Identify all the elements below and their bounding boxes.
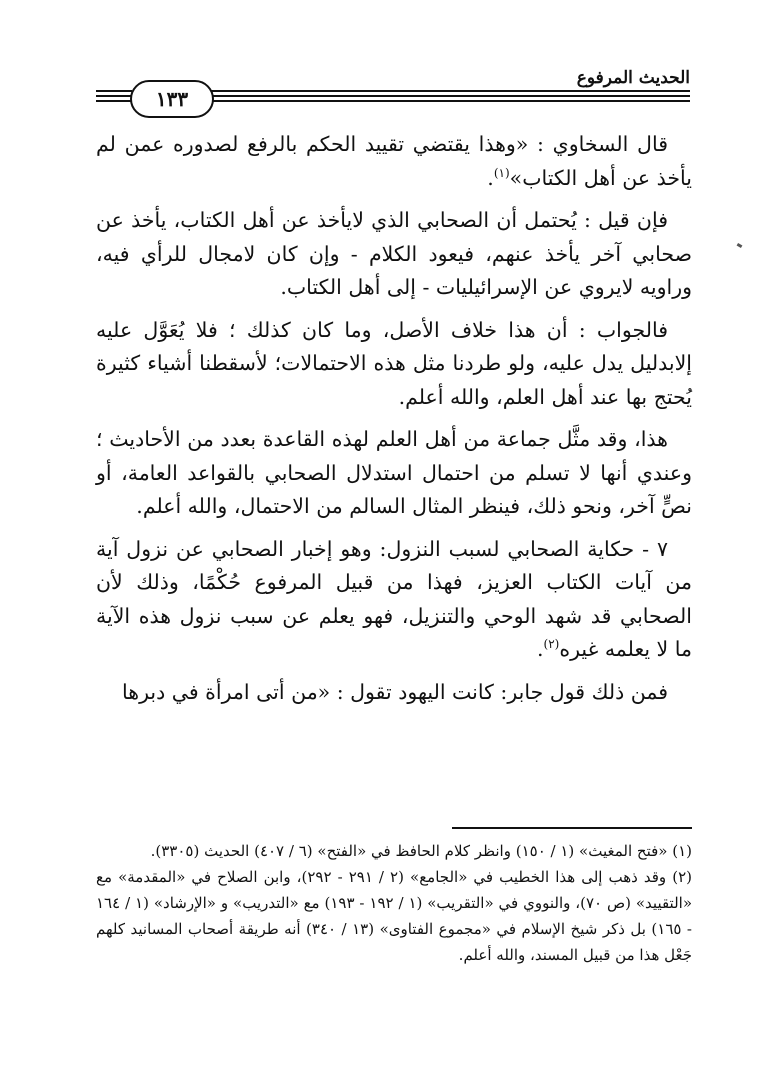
page-number-frame bbox=[130, 80, 214, 118]
header-rule bbox=[210, 100, 690, 102]
footnote-separator bbox=[452, 827, 692, 829]
header-rule bbox=[210, 90, 690, 92]
paragraph: هذا، وقد مثَّل جماعة من أهل العلم لهذه القاعدة بعدد من الأحاديث ؛ وعندي أنها لا تسلم من احتمال استدلال الصحابي بالقواعد العامة، أو نصٍّ آخر، ونحو ذلك، فينظر المثال السالم من الاحتمال، والله أعلم. bbox=[96, 427, 692, 518]
list-number: ٧ - bbox=[642, 536, 668, 561]
footnote-ref[interactable]: (٢) bbox=[543, 637, 560, 652]
paragraph-text: حكاية الصحابي لسبب النزول: وهو إخبار الصحابي عن نزول آية من آيات الكتاب العزيز، فهذا من قبيل المرفوع حُكْمًا، وذلك لأن الصحابي قد شهد الوحي والتنزيل، فهو يعلم عن سبب نزول هذه الآية ما لا يعلمه غيره bbox=[96, 536, 692, 661]
header-rule bbox=[96, 95, 132, 97]
body-text bbox=[96, 128, 692, 718]
header-rule bbox=[210, 95, 690, 97]
footnote-ref[interactable]: (١) bbox=[493, 165, 510, 180]
header-rule bbox=[96, 90, 132, 92]
footnotes bbox=[96, 838, 692, 968]
paragraph: فالجواب : أن هذا خلاف الأصل، وما كان كذلك ؛ فلا يُعَوَّل عليه إلابدليل يدل عليه، ولو طردنا مثل هذه الاحتمالات؛ لأسقطنا أشياء كثيرة يُحتج بها عند أهل العلم، والله أعلم. bbox=[96, 317, 692, 409]
paragraph-end: . bbox=[536, 637, 544, 661]
page-number: ١٣٣ bbox=[155, 87, 189, 111]
paragraph-text: قال السخاوي : «وهذا يقتضي تقييد الحكم بالرفع لصدوره عمن لم يأخذ عن أهل الكتاب» bbox=[96, 132, 692, 190]
footnote: (١) «فتح المغيث» (١ / ١٥٠) وانظر كلام الحافظ في «الفتح» (٦ / ٤٠٧) الحديث (٣٣٠٥). bbox=[150, 842, 692, 860]
paragraph: فإن قيل : يُحتمل أن الصحابي الذي لايأخذ عن أهل الكتاب، يأخذ عن صحابي آخر يأخذ عنهم، فيعود الكلام - وإن كان لامجال للرأي فيه، وراويه لايروي عن الإسرائيليات - إلى أهل الكتاب. bbox=[96, 208, 692, 299]
header-rule bbox=[96, 100, 132, 102]
chapter-title: الحديث المرفوع bbox=[576, 68, 690, 88]
paragraph bbox=[96, 533, 692, 667]
paragraph-end: . bbox=[487, 165, 494, 190]
paragraph: فمن ذلك قول جابر: كانت اليهود تقول : «من أتى امرأة في دبرها bbox=[122, 679, 668, 704]
footnote: (٢) وقد ذهب إلى هذا الخطيب في «الجامع» (٢ / ٢٩١ - ٢٩٢)، وابن الصلاح في «المقدمة» مع «التقييد» (ص ٧٠)، والنووي في «التقريب» (١ / ١٩٢ - ١٩٣) مع «التدريب» و «الإرشاد» (١ / ١٦٤ - ١٦٥) بل ذكر شيخ الإسلام في «مجموع الفتاوى» (١٣ / ٣٤٠) أنه طريقة أصحاب المسانيد كلهم جَعْل هذا من قبيل المسند، والله أعلم. bbox=[96, 868, 693, 964]
paragraph bbox=[96, 128, 692, 195]
print-speck bbox=[737, 243, 743, 248]
running-header bbox=[96, 62, 690, 111]
